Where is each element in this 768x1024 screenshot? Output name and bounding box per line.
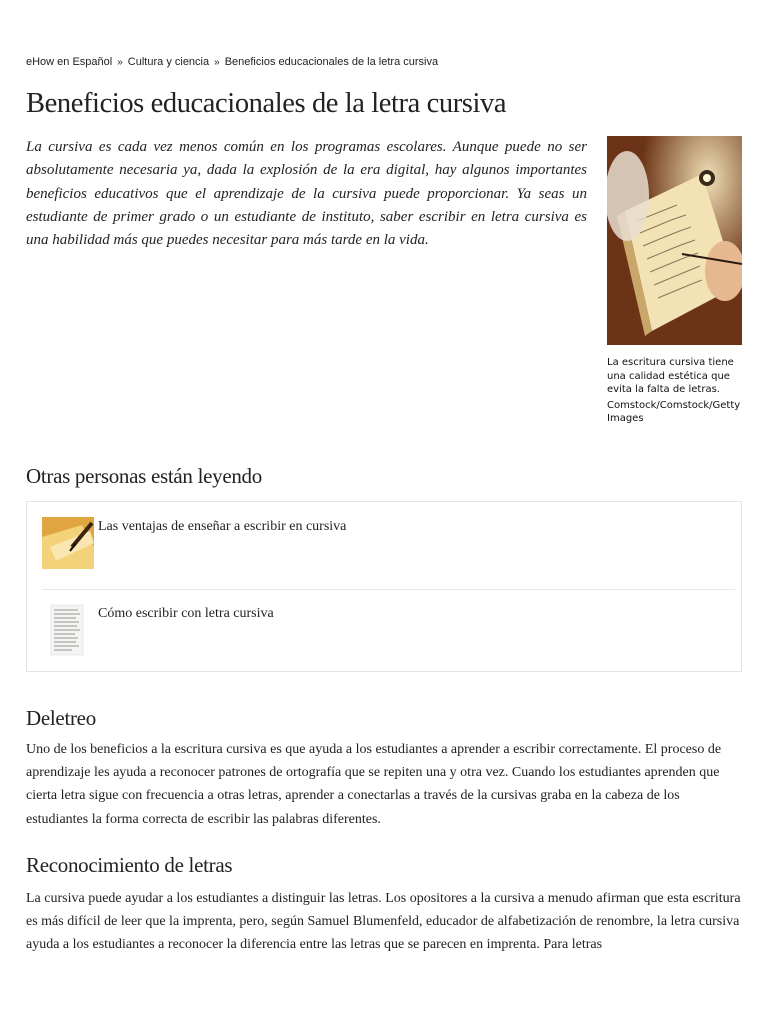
cursive-writing-photo[interactable] [607, 136, 742, 345]
breadcrumb-link-category[interactable]: Cultura y ciencia [127, 56, 210, 68]
page-title: Beneficios educacionales de la letra cursiva [26, 88, 507, 119]
section-heading: Deletreo [26, 706, 96, 730]
related-articles-box [26, 501, 742, 672]
handwritten-page-thumbnail[interactable] [42, 604, 94, 656]
breadcrumb-separator: » [117, 57, 123, 68]
breadcrumb-link-current[interactable]: Beneficios educacionales de la letra cursiva [224, 56, 439, 68]
figure-credit: Comstock/Comstock/Getty Images [607, 399, 741, 424]
related-item-title[interactable]: Cómo escribir con letra cursiva [98, 606, 274, 621]
article-figure [607, 136, 742, 426]
related-item[interactable] [42, 604, 735, 664]
breadcrumb-link-home[interactable]: eHow en Español [26, 56, 113, 68]
related-item-title[interactable]: Las ventajas de enseñar a escribir en cursiva [98, 519, 347, 534]
related-item[interactable] [42, 517, 735, 577]
section-body: Uno de los beneficios a la escritura cursiva es que ayuda a los estudiantes a aprender a escribir correctamente. El proceso de aprendizaje les ayuda a reconocer patrones de ortografía que se repiten una y otra vez. Cuando los estudiantes aprenden que cierta letra sigue con frecuencia a otras letras, aprender a conectarlas a través de la cursivas graba en la cabeza de los estudiantes la forma correcta de escribir las palabras diferentes. [26, 742, 722, 827]
figure-caption: La escritura cursiva tiene una calidad estética que evita la falta de letras. [607, 357, 734, 395]
breadcrumb-separator: » [214, 57, 220, 68]
breadcrumb [26, 56, 438, 68]
quill-on-paper-icon [42, 517, 94, 569]
quill-on-paper-thumbnail[interactable] [42, 517, 94, 569]
related-divider [42, 589, 735, 590]
related-heading: Otras personas están leyendo [26, 464, 262, 488]
section-heading: Reconocimiento de letras [26, 853, 233, 877]
cursive-writing-photo-illustration [607, 136, 742, 345]
article-intro: La cursiva es cada vez menos común en los programas escolares. Aunque puede no ser absolutamente necesaria ya, dada la explosión de la era digital, hay algunos importantes beneficios educativos que el aprendizaje de la cursiva puede proporcionar. Ya seas un estudiante de primer grado o un estudiante de instituto, saber escribir en letra cursiva es una habilidad más que puedes necesitar para más tarde en la vida. [26, 139, 587, 249]
handwritten-page-icon [42, 604, 94, 656]
section-body: La cursiva puede ayudar a los estudiantes a distinguir las letras. Los opositores a la cursiva a menudo afirman que esta escritura es más difícil de leer que la imprenta, pero, según Samuel Blumenfeld, educador de alfabetización de renombre, la letra cursiva ayuda a los estudiantes a reconocer la diferencia entre las letras que se parecen en imprenta. Para letras [26, 891, 741, 953]
